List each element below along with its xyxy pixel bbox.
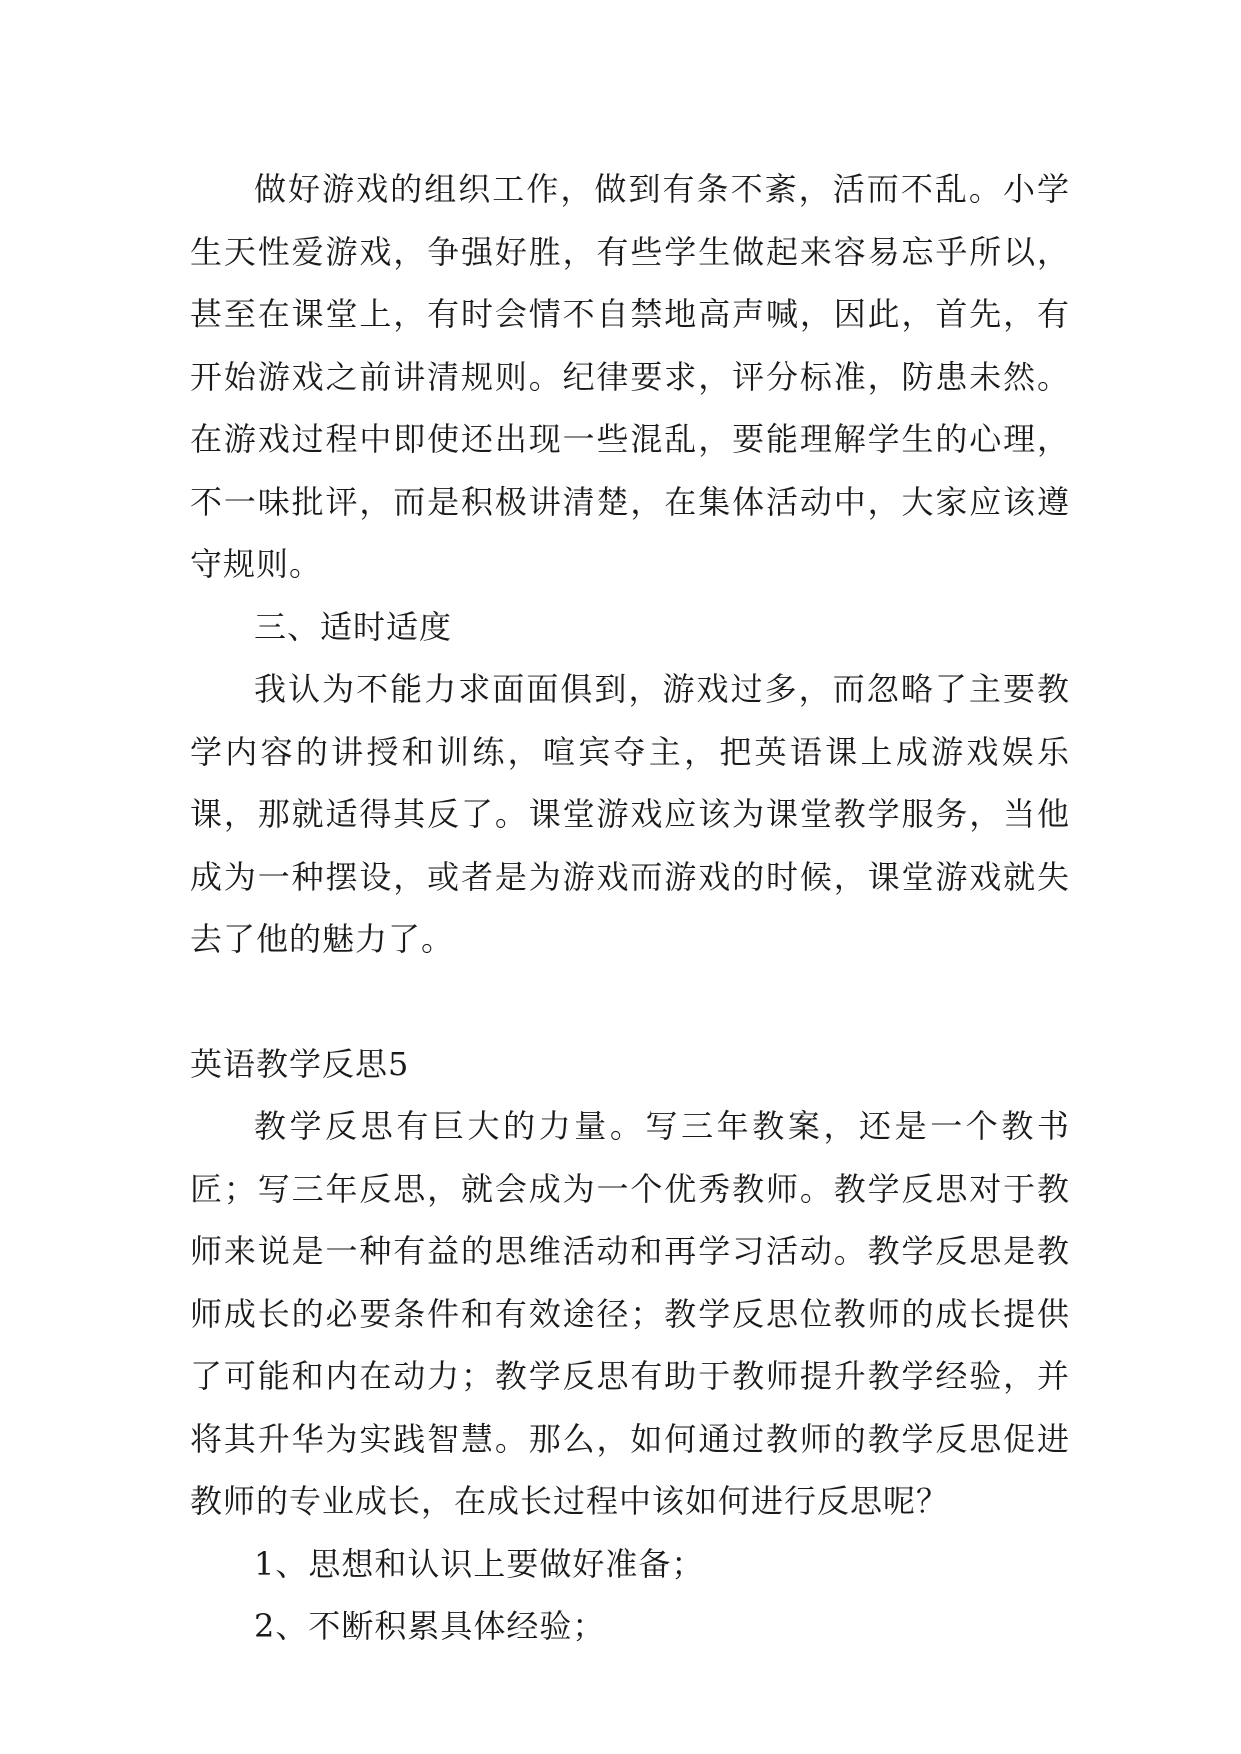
document-body: [190, 158, 1070, 1658]
list-item-2: 2、不断积累具体经验；: [254, 1607, 606, 1645]
paragraph-reflection-intro: 教学反思有巨大的力量。写三年教案，还是一个教书匠；写三年反思，就会成为一个优秀教师。教学反思对于教师来说是一种有益的思维活动和再学习活动。教学反思是教师成长的必要条件和有效途径；教学反思位教师的成长提供了可能和内在动力；教学反思有助于教师提升教学经验，并将其升华为实践智慧。那么，如何通过教师的教学反思促进教师的专业成长，在成长过程中该如何进行反思呢？: [190, 1107, 1070, 1520]
list-item-1: 1、思想和认识上要做好准备；: [254, 1544, 705, 1583]
paragraph-game-organization: 做好游戏的组织工作，做到有条不紊，活而不乱。小学生天性爱游戏，争强好胜，有些学生做起来容易忘乎所以，甚至在课堂上，有时会情不自禁地高声喊，因此，首先，有开始游戏之前讲清规则。纪律要求，评分标准，防患未然。在游戏过程中即使还出现一些混乱，要能理解学生的心理，不一味批评，而是积极讲清楚，在集体活动中，大家应该遵守规则。: [190, 170, 1070, 583]
paragraph-timing: 我认为不能力求面面俱到，游戏过多，而忽略了主要教学内容的讲授和训练，喧宾夺主，把英语课上成游戏娱乐课，那就适得其反了。课堂游戏应该为课堂教学服务，当他成为一种摆设，或者是为游戏而游戏的时候，课堂游戏就失去了他的魅力了。: [190, 670, 1070, 958]
subheading-timing: 三、适时适度: [254, 607, 453, 646]
section-title: 英语教学反思5: [190, 1044, 410, 1083]
